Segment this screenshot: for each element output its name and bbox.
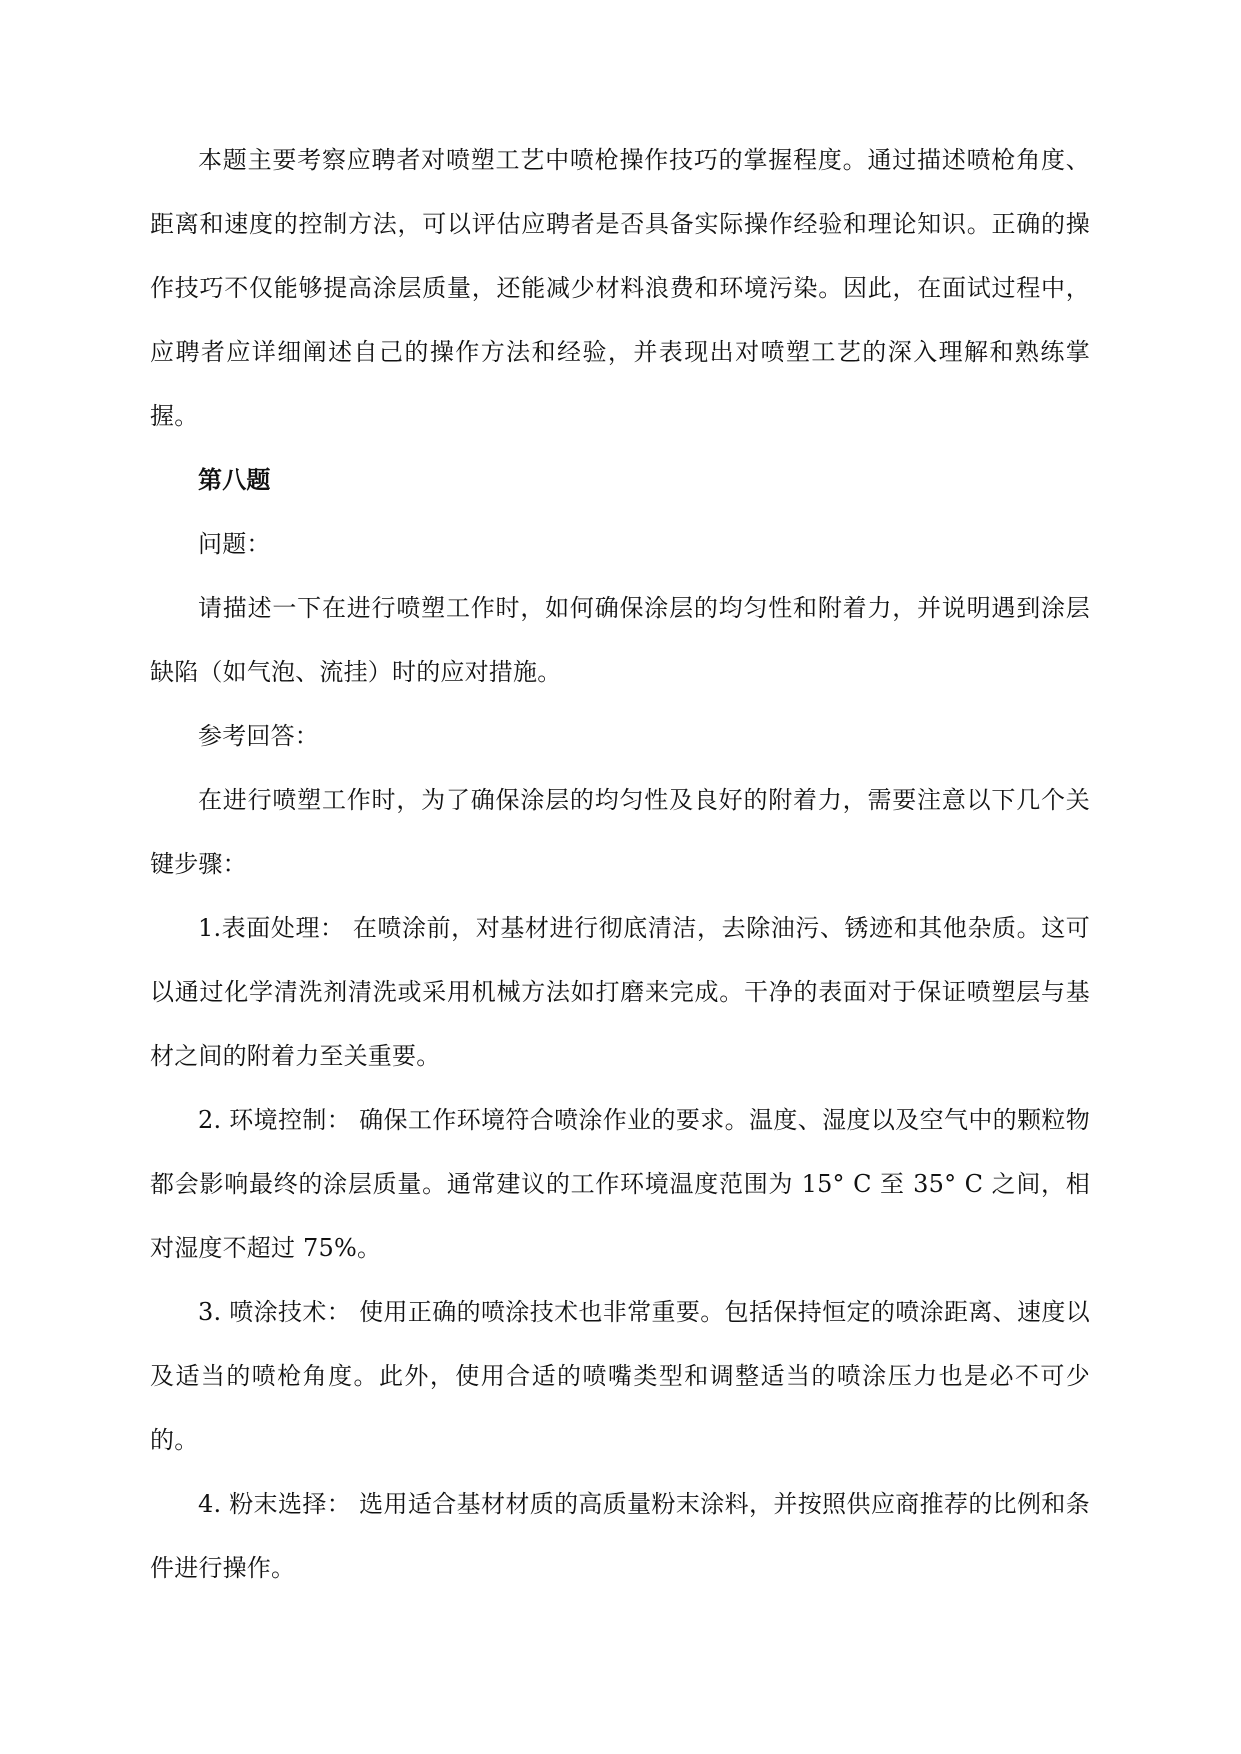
step-spraying-technique: 3. 喷涂技术： 使用正确的喷涂技术也非常重要。包括保持恒定的喷涂距离、速度以及适当的喷枪角度。此外，使用合适的喷嘴类型和调整适当的喷涂压力也是必不可少的。 xyxy=(150,1298,1090,1454)
step-surface-treatment: 1.表面处理： 在喷涂前，对基材进行彻底清洁，去除油污、锈迹和其他杂质。这可以通过化学清洗剂清洗或采用机械方法如打磨来完成。干净的表面对于保证喷塑层与基材之间的附着力至关重要。 xyxy=(150,914,1090,1070)
section-heading: 第八题 xyxy=(198,466,271,494)
question-text: 请描述一下在进行喷塑工作时，如何确保涂层的均匀性和附着力，并说明遇到涂层缺陷（如气泡、流挂）时的应对措施。 xyxy=(150,594,1090,686)
intro-paragraph: 本题主要考察应聘者对喷塑工艺中喷枪操作技巧的掌握程度。通过描述喷枪角度、距离和速度的控制方法，可以评估应聘者是否具备实际操作经验和理论知识。正确的操作技巧不仅能够提高涂层质量，还能减少材料浪费和环境污染。因此，在面试过程中，应聘者应详细阐述自己的操作方法和经验，并表现出对喷塑工艺的深入理解和熟练掌握。 xyxy=(150,146,1090,430)
document-content xyxy=(150,128,1090,1600)
step-powder-selection: 4. 粉末选择： 选用适合基材材质的高质量粉末涂料，并按照供应商推荐的比例和条件进行操作。 xyxy=(150,1490,1090,1582)
step-environment-control: 2. 环境控制： 确保工作环境符合喷涂作业的要求。温度、湿度以及空气中的颗粒物都会影响最终的涂层质量。通常建议的工作环境温度范围为 15° C 至 35° C 之间，相对湿度不超过 75%。 xyxy=(150,1106,1090,1262)
answer-intro: 在进行喷塑工作时，为了确保涂层的均匀性及良好的附着力，需要注意以下几个关键步骤： xyxy=(150,786,1090,878)
question-label: 问题： xyxy=(198,530,271,558)
answer-label: 参考回答： xyxy=(198,722,319,750)
